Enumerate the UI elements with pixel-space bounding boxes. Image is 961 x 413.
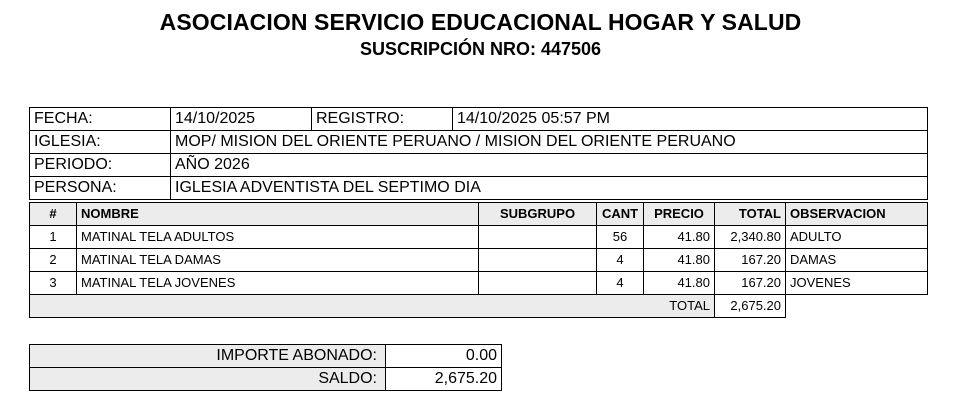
row-num: 1 <box>30 226 77 249</box>
row-precio: 41.80 <box>644 272 715 295</box>
abonado-label: IMPORTE ABONADO: <box>30 345 386 368</box>
fecha-value: 14/10/2025 <box>171 108 312 131</box>
row-num: 3 <box>30 272 77 295</box>
row-precio: 41.80 <box>644 226 715 249</box>
iglesia-row <box>30 131 928 154</box>
row-nombre: MATINAL TELA JOVENES <box>77 272 479 295</box>
subscription-number: SUSCRIPCIÓN NRO: 447506 <box>359 39 602 59</box>
saldo-value: 2,675.20 <box>386 368 502 391</box>
fecha-row <box>30 108 928 131</box>
table-row <box>30 226 928 249</box>
row-precio: 41.80 <box>644 249 715 272</box>
abonado-value: 0.00 <box>386 345 502 368</box>
summary-table <box>29 344 502 391</box>
iglesia-label: IGLESIA: <box>30 131 171 154</box>
persona-value: IGLESIA ADVENTISTA DEL SEPTIMO DIA <box>171 177 928 200</box>
row-observacion: JOVENES <box>786 272 928 295</box>
row-num: 2 <box>30 249 77 272</box>
total-label: TOTAL <box>30 295 715 318</box>
items-table <box>29 202 928 318</box>
row-cant: 56 <box>597 226 644 249</box>
persona-row <box>30 177 928 200</box>
table-row <box>30 249 928 272</box>
row-subgrupo <box>479 272 597 295</box>
saldo-label: SALDO: <box>30 368 386 391</box>
iglesia-value: MOP/ MISION DEL ORIENTE PERUANO / MISION DEL ORIENTE PERUANO <box>171 131 928 154</box>
periodo-value: AÑO 2026 <box>171 154 928 177</box>
col-header-nombre: NOMBRE <box>77 203 479 226</box>
document-title: ASOCIACION SERVICIO EDUCACIONAL HOGAR Y SALUD <box>159 9 802 35</box>
col-header-num: # <box>30 203 77 226</box>
row-observacion: ADULTO <box>786 226 928 249</box>
row-cant: 4 <box>597 249 644 272</box>
items-header-row <box>30 203 928 226</box>
abonado-row <box>30 345 502 368</box>
saldo-row <box>30 368 502 391</box>
persona-label: PERSONA: <box>30 177 171 200</box>
row-subgrupo <box>479 226 597 249</box>
row-total: 2,340.80 <box>715 226 786 249</box>
row-observacion: DAMAS <box>786 249 928 272</box>
total-row <box>30 295 928 318</box>
col-header-subgrupo: SUBGRUPO <box>479 203 597 226</box>
periodo-row <box>30 154 928 177</box>
row-nombre: MATINAL TELA ADULTOS <box>77 226 479 249</box>
col-header-observacion: OBSERVACION <box>786 203 928 226</box>
info-table <box>29 107 928 200</box>
registro-label: REGISTRO: <box>312 108 453 131</box>
fecha-label: FECHA: <box>30 108 171 131</box>
row-total: 167.20 <box>715 249 786 272</box>
col-header-precio: PRECIO <box>644 203 715 226</box>
row-total: 167.20 <box>715 272 786 295</box>
row-subgrupo <box>479 249 597 272</box>
col-header-total: TOTAL <box>715 203 786 226</box>
table-row <box>30 272 928 295</box>
periodo-label: PERIODO: <box>30 154 171 177</box>
row-cant: 4 <box>597 272 644 295</box>
col-header-cant: CANT <box>597 203 644 226</box>
total-blank <box>786 295 928 318</box>
registro-value: 14/10/2025 05:57 PM <box>453 108 928 131</box>
total-value: 2,675.20 <box>715 295 786 318</box>
row-nombre: MATINAL TELA DAMAS <box>77 249 479 272</box>
